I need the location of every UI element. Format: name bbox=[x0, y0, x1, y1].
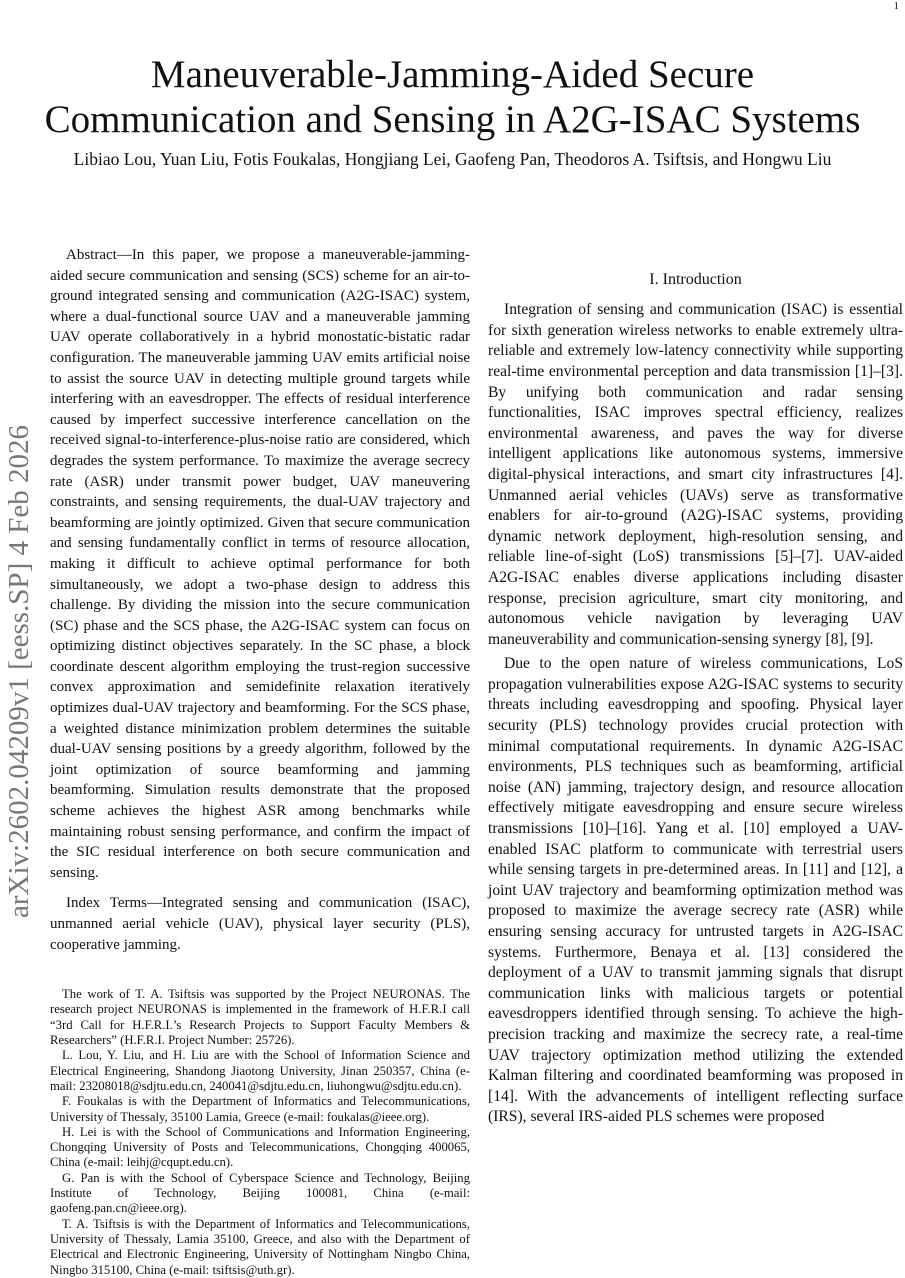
footnotes bbox=[50, 987, 470, 1278]
footnote-affiliation: F. Foukalas is with the Department of Informatics and Telecommunications, University of Thessaly, 35100 Lamia, Greece (e-mail: foukalas@ieee.org). bbox=[50, 1094, 470, 1124]
footnote-affiliation: H. Lei is with the School of Communications and Information Engineering, Chongqing University of Posts and Telecommunications, Chongqing 400065, China (e-mail: leihj@cqupt.edu.cn). bbox=[50, 1124, 470, 1170]
left-column bbox=[50, 245, 470, 1278]
intro-paragraph: Due to the open nature of wireless communications, LoS propagation vulnerabilities expose A2G-ISAC systems to security threats including eavesdropping and spoofing. Physical layer security (PLS) technology provides crucial protection with minimal computational requirements. In dynamic A2G-ISAC environments, PLS techniques such as beamforming, artificial noise (AN) jamming, trajectory design, and resource allocation effectively mitigate eavesdropping and ensure secure wireless transmissions [10]–[16]. Yang et al. [10] employed a UAV-enabled ISAC platform to communicate with terrestrial users while sensing targets in pre-determined areas. In [11] and [12], a joint UAV trajectory and beamforming optimization method was proposed to maximize the average secrecy rate (ASR) while ensuring sensing accuracy for untrusted targets in A2G-ISAC systems. Furthermore, Benaya et al. [13] considered the deployment of a UAV to transmit jamming signals that disrupt communication links with malicious targets or potential eavesdroppers identified through sensing. To achieve the high-precision tracking and maximize the secrecy rate, a real-time UAV trajectory optimization method utilizing the extended Kalman filtering and coordinated beamforming was proposed in [14]. With the advancements of intelligent reflecting surface (IRS), several IRS-aided PLS schemes were proposed bbox=[488, 655, 903, 1126]
arxiv-stamp: arXiv:2602.04209v1 [eess.SP] 4 Feb 2026 bbox=[3, 425, 35, 918]
section-heading: I. Introduction bbox=[649, 270, 742, 288]
title-line-2: Communication and Sensing in A2G-ISAC Systems bbox=[44, 98, 861, 141]
footnote-affiliation: L. Lou, Y. Liu, and H. Liu are with the School of Information Science and Electrical Engineering, Shandong Jiaotong University, Jinan 250357, China (e-mail: 23208018@sdjtu.edu.cn, 240041@sdjtu.edu.cn, liuhongwu@sdjtu.edu.cn). bbox=[50, 1048, 470, 1093]
index-terms: Index Terms—Integrated sensing and communication (ISAC), unmanned aerial vehicle (UAV), physical layer security (PLS), cooperative jamming. bbox=[50, 895, 470, 953]
right-column bbox=[488, 245, 903, 1128]
footnote-affiliation: T. A. Tsiftsis is with the Department of Informatics and Telecommunications, University of Thessaly, Lamia 35100, Greece, and also with the Department of Electrical and Electronic Engineering, University of Nottingham Ningbo China, Ningbo 315100, China (e-mail: tsiftsis@uth.gr). bbox=[50, 1216, 470, 1277]
page-number: 1 bbox=[893, 0, 899, 12]
intro-paragraph: Integration of sensing and communication (ISAC) is essential for sixth generation wireless networks to enable extremely ultra-reliable and extremely low-latency connectivity while supporting real-time environmental perception and data transmission [1]–[3]. By unifying both communication and radar sensing functionalities, ISAC improves spectral efficiency, realizes environmental awareness, and paves the way for diverse intelligent applications like autonomous systems, immersive digital-physical interactions, and smart city infrastructures [4]. Unmanned aerial vehicles (UAVs) serve as transformative enablers for air-to-ground (A2G)-ISAC systems, providing dynamic network deployment, high-resolution sensing, and reliable line-of-sight (LoS) transmissions [5]–[7]. UAV-aided A2G-ISAC enables diverse applications including disaster response, precision agriculture, smart city monitoring, and autonomous vehicle navigation by leveraging UAV maneuverability and communication-sensing synergy [8], [9]. bbox=[488, 301, 903, 648]
title-line-1: Maneuverable-Jamming-Aided Secure bbox=[150, 53, 755, 96]
footnote-affiliation: G. Pan is with the School of Cyberspace Science and Technology, Beijing Institute of Technology, Beijing 100081, China (e-mail: gaofeng.pan.cn@ieee.org). bbox=[50, 1170, 470, 1216]
paper-title bbox=[0, 52, 905, 142]
footnote-funding: The work of T. A. Tsiftsis was supported by the Project NEURONAS. The research project NEURONAS is implemented in the framework of H.F.R.I call “3rd Call for H.F.R.I.’s Research Projects to Support Faculty Members & Researchers” (H.F.R.I. Project Number: 25726). bbox=[50, 987, 470, 1048]
abstract: Abstract—In this paper, we propose a maneuverable-jamming-aided secure communication and sensing (SCS) scheme for an air-to-ground integrated sensing and communication (A2G-ISAC) system, where a dual-functional source UAV and a maneuverable jamming UAV operate collaboratively in a hybrid monostatic-bistatic radar configuration. The maneuverable jamming UAV emits artificial noise to assist the source UAV in detecting multiple ground targets while interfering with an eavesdropper. The effects of residual interference caused by imperfect successive interference cancellation on the received signal-to-interference-plus-noise ratio are considered, which degrades the system performance. To maximize the average secrecy rate (ASR) under transmit power budget, UAV maneuvering constraints, and sensing requirements, the dual-UAV trajectory and beamforming are jointly optimized. Given that secure communication and sensing fundamentally conflict in terms of resource allocation, making it difficult to achieve optimal performance for both simultaneously, we adopt a two-phase design to address this challenge. By dividing the mission into the secure communication (SC) phase and the SCS phase, the A2G-ISAC system can focus on optimizing distinct objectives separately. In the SC phase, a block coordinate descent algorithm employing the trust-region successive convex approximation and semidefinite relaxation iteratively optimizes dual-UAV trajectory and beamforming. For the SCS phase, a weighted distance minimization problem determines the suitable dual-UAV sensing positions by a greedy algorithm, followed by the joint optimization of source beamforming and jamming beamforming. Simulation results demonstrate that the proposed scheme achieves the highest ASR among benchmarks while maintaining robust sensing performance, and confirm the impact of the SIC residual interference on both secure communication and sensing. bbox=[50, 247, 470, 881]
author-list: Libiao Lou, Yuan Liu, Fotis Foukalas, Hongjiang Lei, Gaofeng Pan, Theodoros A. Tsiftsis, and Hongwu Liu bbox=[73, 149, 832, 169]
